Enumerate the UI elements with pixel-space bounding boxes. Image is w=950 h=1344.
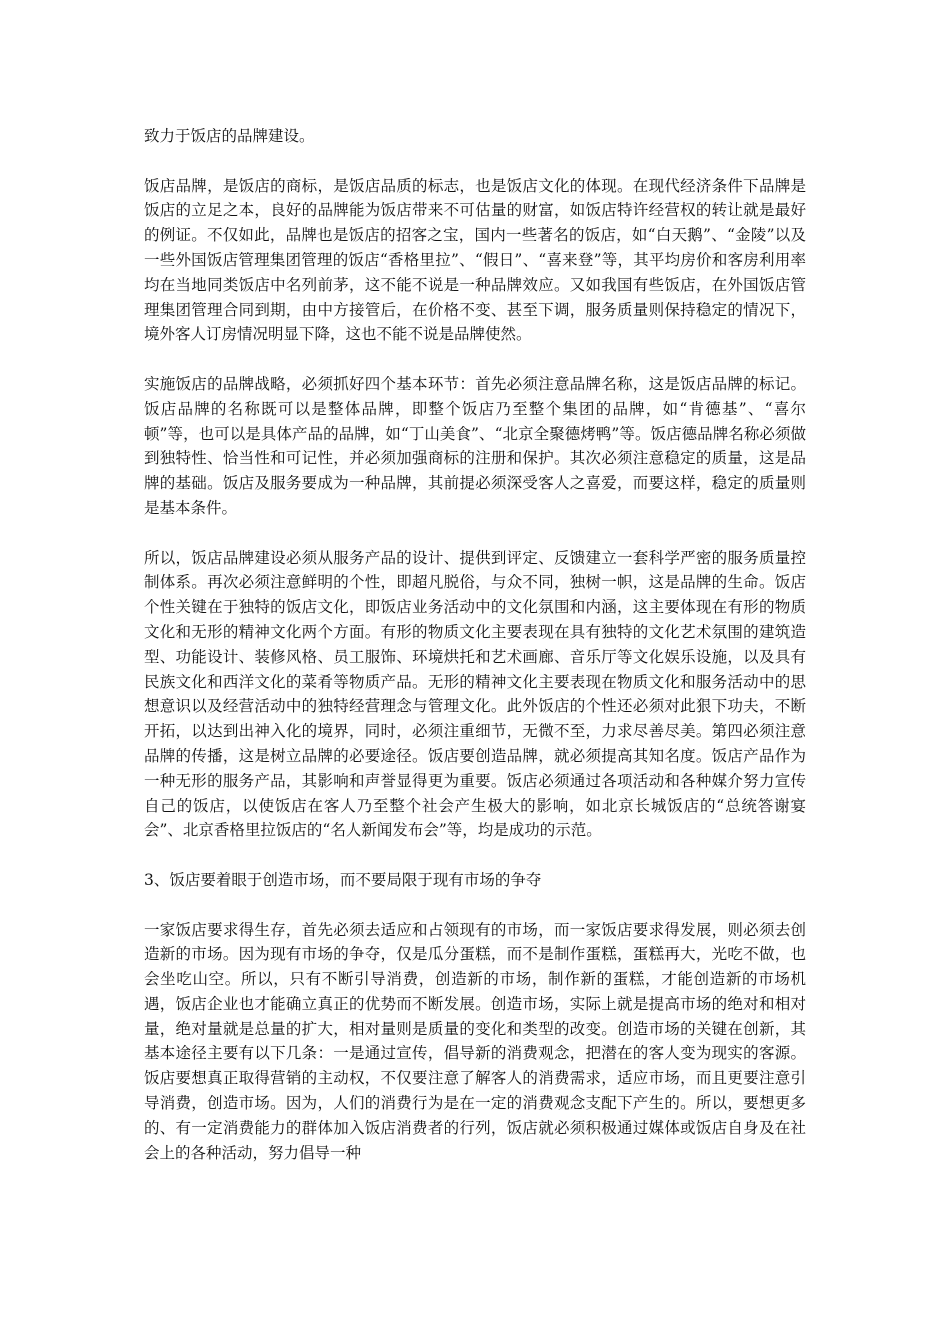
paragraph-intro: 致力于饭店的品牌建设。: [144, 127, 315, 145]
paragraph-brand-definition: 饭店品牌，是饭店的商标，是饭店品质的标志，也是饭店文化的体现。在现代经济条件下品牌是饭店的立足之本，良好的品牌能为饭店带来不可估量的财富，如饭店特许经营权的转让就是最好的例证。不仅如此，品牌也是饭店的招客之宝，国内一些著名的饭店，如“白天鹅”、“金陵”以及一些外国饭店管理集团管理的饭店“香格里拉”、“假日”、“喜来登”等，其平均房价和客房利用率均在当地同类饭店中名列前茅，这不能不说是一种品牌效应。又如我国有些饭店，在外国饭店管理集团管理合同到期，由中方接管后，在价格不变、甚至下调，服务质量则保持稳定的情况下，境外客人订房情况明显下降，这也不能不说是品牌使然。: [144, 176, 806, 344]
paragraph-create-market: 一家饭店要求得生存，首先必须去适应和占领现有的市场，而一家饭店要求得发展，则必须去创造新的市场。因为现有市场的争夺，仅是瓜分蛋糕，而不是制作蛋糕，蛋糕再大，光吃不做，也会坐吃山空。所以，只有不断引导消费，创造新的市场，制作新的蛋糕，才能创造新的市场机遇，饭店企业也才能确立真正的优势而不断发展。创造市场，实际上就是提高市场的绝对和相对量，绝对量就是总量的扩大，相对量则是质量的变化和类型的改变。创造市场的关键在创新，其基本途径主要有以下几条：一是通过宣传，倡导新的消费观念，把潜在的客人变为现实的客源。饭店要想真正取得营销的主动权，不仅要注意了解客人的消费需求，适应市场，而且更要注意引导消费，创造市场。因为，人们的消费行为是在一定的消费观念支配下产生的。所以，要想更多的、有一定消费能力的群体加入饭店消费者的行列，饭店就必须积极通过媒体或饭店自身及在社会上的各种活动，努力倡导一种: [144, 920, 806, 1162]
document-page: [144, 124, 806, 1165]
section-heading-create-market: 3、饭店要着眼于创造市场，而不要局限于现有市场的争夺: [144, 870, 542, 889]
paragraph-brand-strategy: 实施饭店的品牌战略，必须抓好四个基本环节：首先必须注意品牌名称，这是饭店品牌的标记。饭店品牌的名称既可以是整体品牌，即整个饭店乃至整个集团的品牌，如“肯德基”、“喜尔顿”等，也可以是具体产品的品牌，如“丁山美食”、“北京全聚德烤鸭”等。饭店德品牌名称必须做到独特性、恰当性和可记性，并必须加强商标的注册和保护。其次必须注意稳定的质量，这是品牌的基础。饭店及服务要成为一种品牌，其前提必须深受客人之喜爱，而要这样，稳定的质量则是基本条件。: [144, 374, 806, 517]
paragraph-brand-quality-control: 所以，饭店品牌建设必须从服务产品的设计、提供到评定、反馈建立一套科学严密的服务质量控制体系。再次必须注意鲜明的个性，即超凡脱俗，与众不同，独树一帜，这是品牌的生命。饭店个性关键在于独特的饭店文化，即饭店业务活动中的文化氛围和内涵，这主要体现在有形的物质文化和无形的精神文化两个方面。有形的物质文化主要表现在具有独特的文化艺术氛围的建筑造型、功能设计、装修风格、员工服饰、环境烘托和艺术画廊、音乐厅等文化娱乐设施，以及具有民族文化和西洋文化的菜肴等物质产品。无形的精神文化主要表现在物质文化和服务活动中的思想意识以及经营活动中的独特经营理念与管理文化。此外饭店的个性还必须对此狠下功夫，不断开拓，以达到出神入化的境界，同时，必须注重细节，无微不至，力求尽善尽美。第四必须注意品牌的传播，这是树立品牌的必要途径。饭店要创造品牌，就必须提高其知名度。饭店产品作为一种无形的服务产品，其影响和声誉显得更为重要。饭店必须通过各项活动和各种媒介努力宣传自己的饭店，以使饭店在客人乃至整个社会产生极大的影响，如北京长城饭店的“总统答谢宴会”、北京香格里拉饭店的“名人新闻发布会”等，均是成功的示范。: [144, 548, 806, 840]
